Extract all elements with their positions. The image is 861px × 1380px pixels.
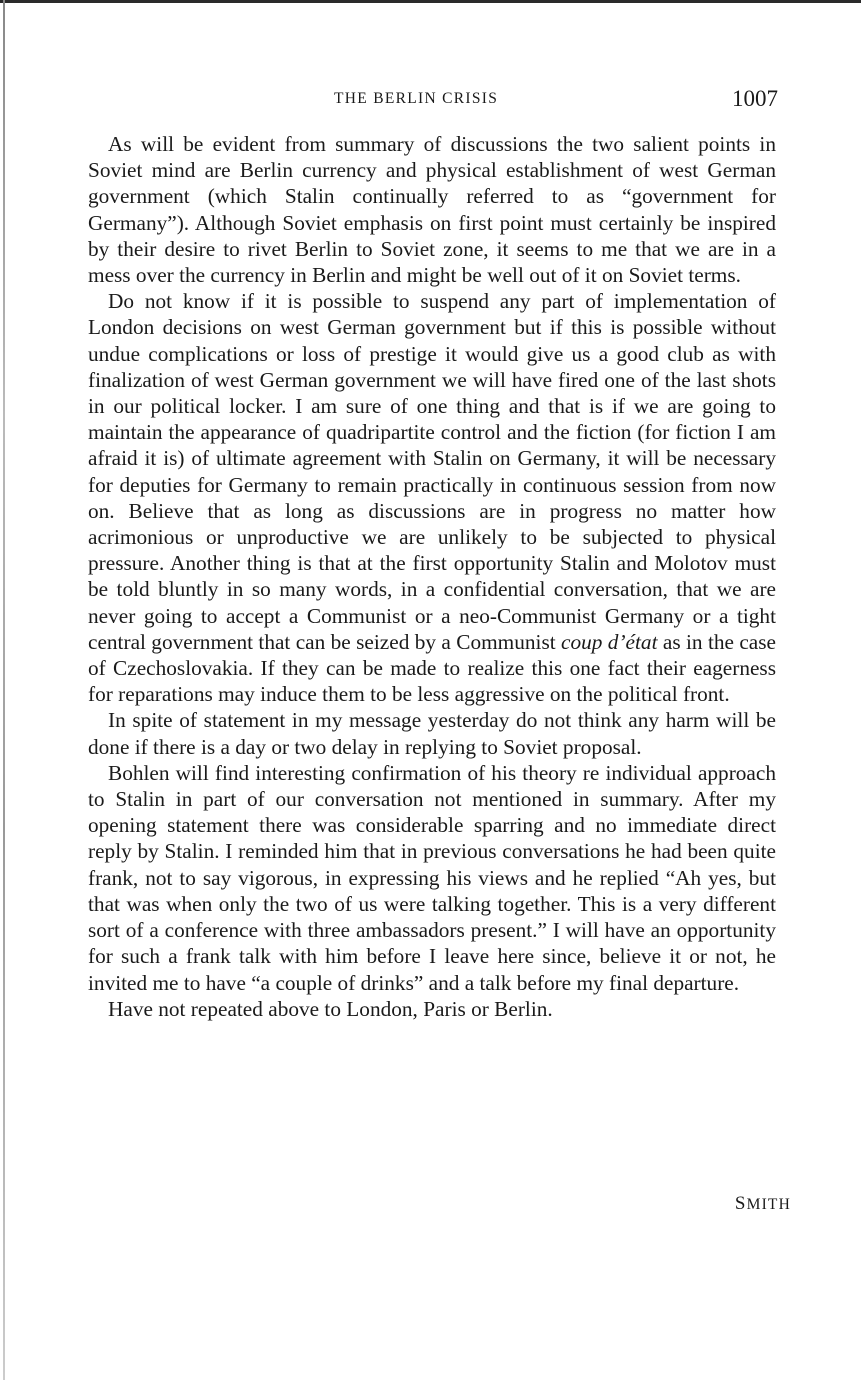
paragraph-2-text: Do not know if it is possible to suspend any part of implementation of London decisions on west German government but if this is possible without undue complications or loss of prestige it would give us a good club as with finalization of west German government we will have fired one of the last shots in our political locker. I am sure of one thing and that is if we are going to maintain the appearance of quadripartite control and the fiction (for fiction I am afraid it is) of ultimate agreement with Stalin on Germany, it will be necessary for deputies for Germany to remain practically in continuous session from now on. Believe that as long as discussions are in progress no matter how acrimonious or unproductive we are unlikely to be subjected to physical pressure. Another thing is that at the first opportunity Stalin and Molotov must be told bluntly in so many words, in a confidential conversation, that we are never going to accept a Communist or a neo-Communist Germany or a tight central government that can be seized by a Communist [88,289,776,654]
signature-initial: S [734,1193,747,1214]
running-title: THE BERLIN CRISIS [334,90,499,107]
paragraph-4-text: Bohlen will find interesting confirmation of his theory re individual approach to Stalin in part of our conversation not mentioned in summary. After my opening statement there was considerable sparring and no immediate direct reply by Stalin. I reminded him that in previous conversations he had been quite frank, not to say vigorous, in expressing his views and he replied “Ah yes, but that was when only the two of us were talking together. This is a very different sort of a conference with three ambassadors present.” I will have an opportunity for such a frank talk with him before I leave here since, believe it or not, he invited me to have “a couple of drinks” and a talk before my final departure. [88,760,776,995]
scan-edge-left [3,0,5,1380]
document-body [88,131,776,1022]
paragraph-3-text: In spite of statement in my message yesterday do not think any harm will be done if there is a day or two delay in replying to Soviet proposal. [88,708,776,759]
paragraph-1-text: As will be evident from summary of discussions the two salient points in Soviet mind are Berlin currency and physical establishment of west German government (which Stalin continually referred to as “government for Germany”). Although Soviet emphasis on first point must certainly be inspired by their desire to rivet Berlin to Soviet zone, it seems to me that we are in a mess over the currency in Berlin and might be well out of it on Soviet terms. [88,132,776,288]
paragraph-5 [88,996,776,1022]
paragraph-2-text-after: as in the case of Czechoslovakia. If they can be made to realize this one fact their eagerness for reparations may induce them to be less aggressive on the political front. [88,629,776,707]
paragraph-4 [88,760,776,996]
signature [735,1193,791,1215]
paragraph-2-italic: coup d’état [561,629,658,654]
paragraph-2 [88,288,776,707]
paragraph-1 [88,131,776,288]
paragraph-5-text: Have not repeated above to London, Paris or Berlin. [108,996,553,1021]
signature-rest: MITH [746,1196,791,1213]
page-number: 1007 [732,86,778,111]
running-head [88,86,778,116]
paragraph-3 [88,707,776,759]
scan-edge-top [0,0,861,3]
